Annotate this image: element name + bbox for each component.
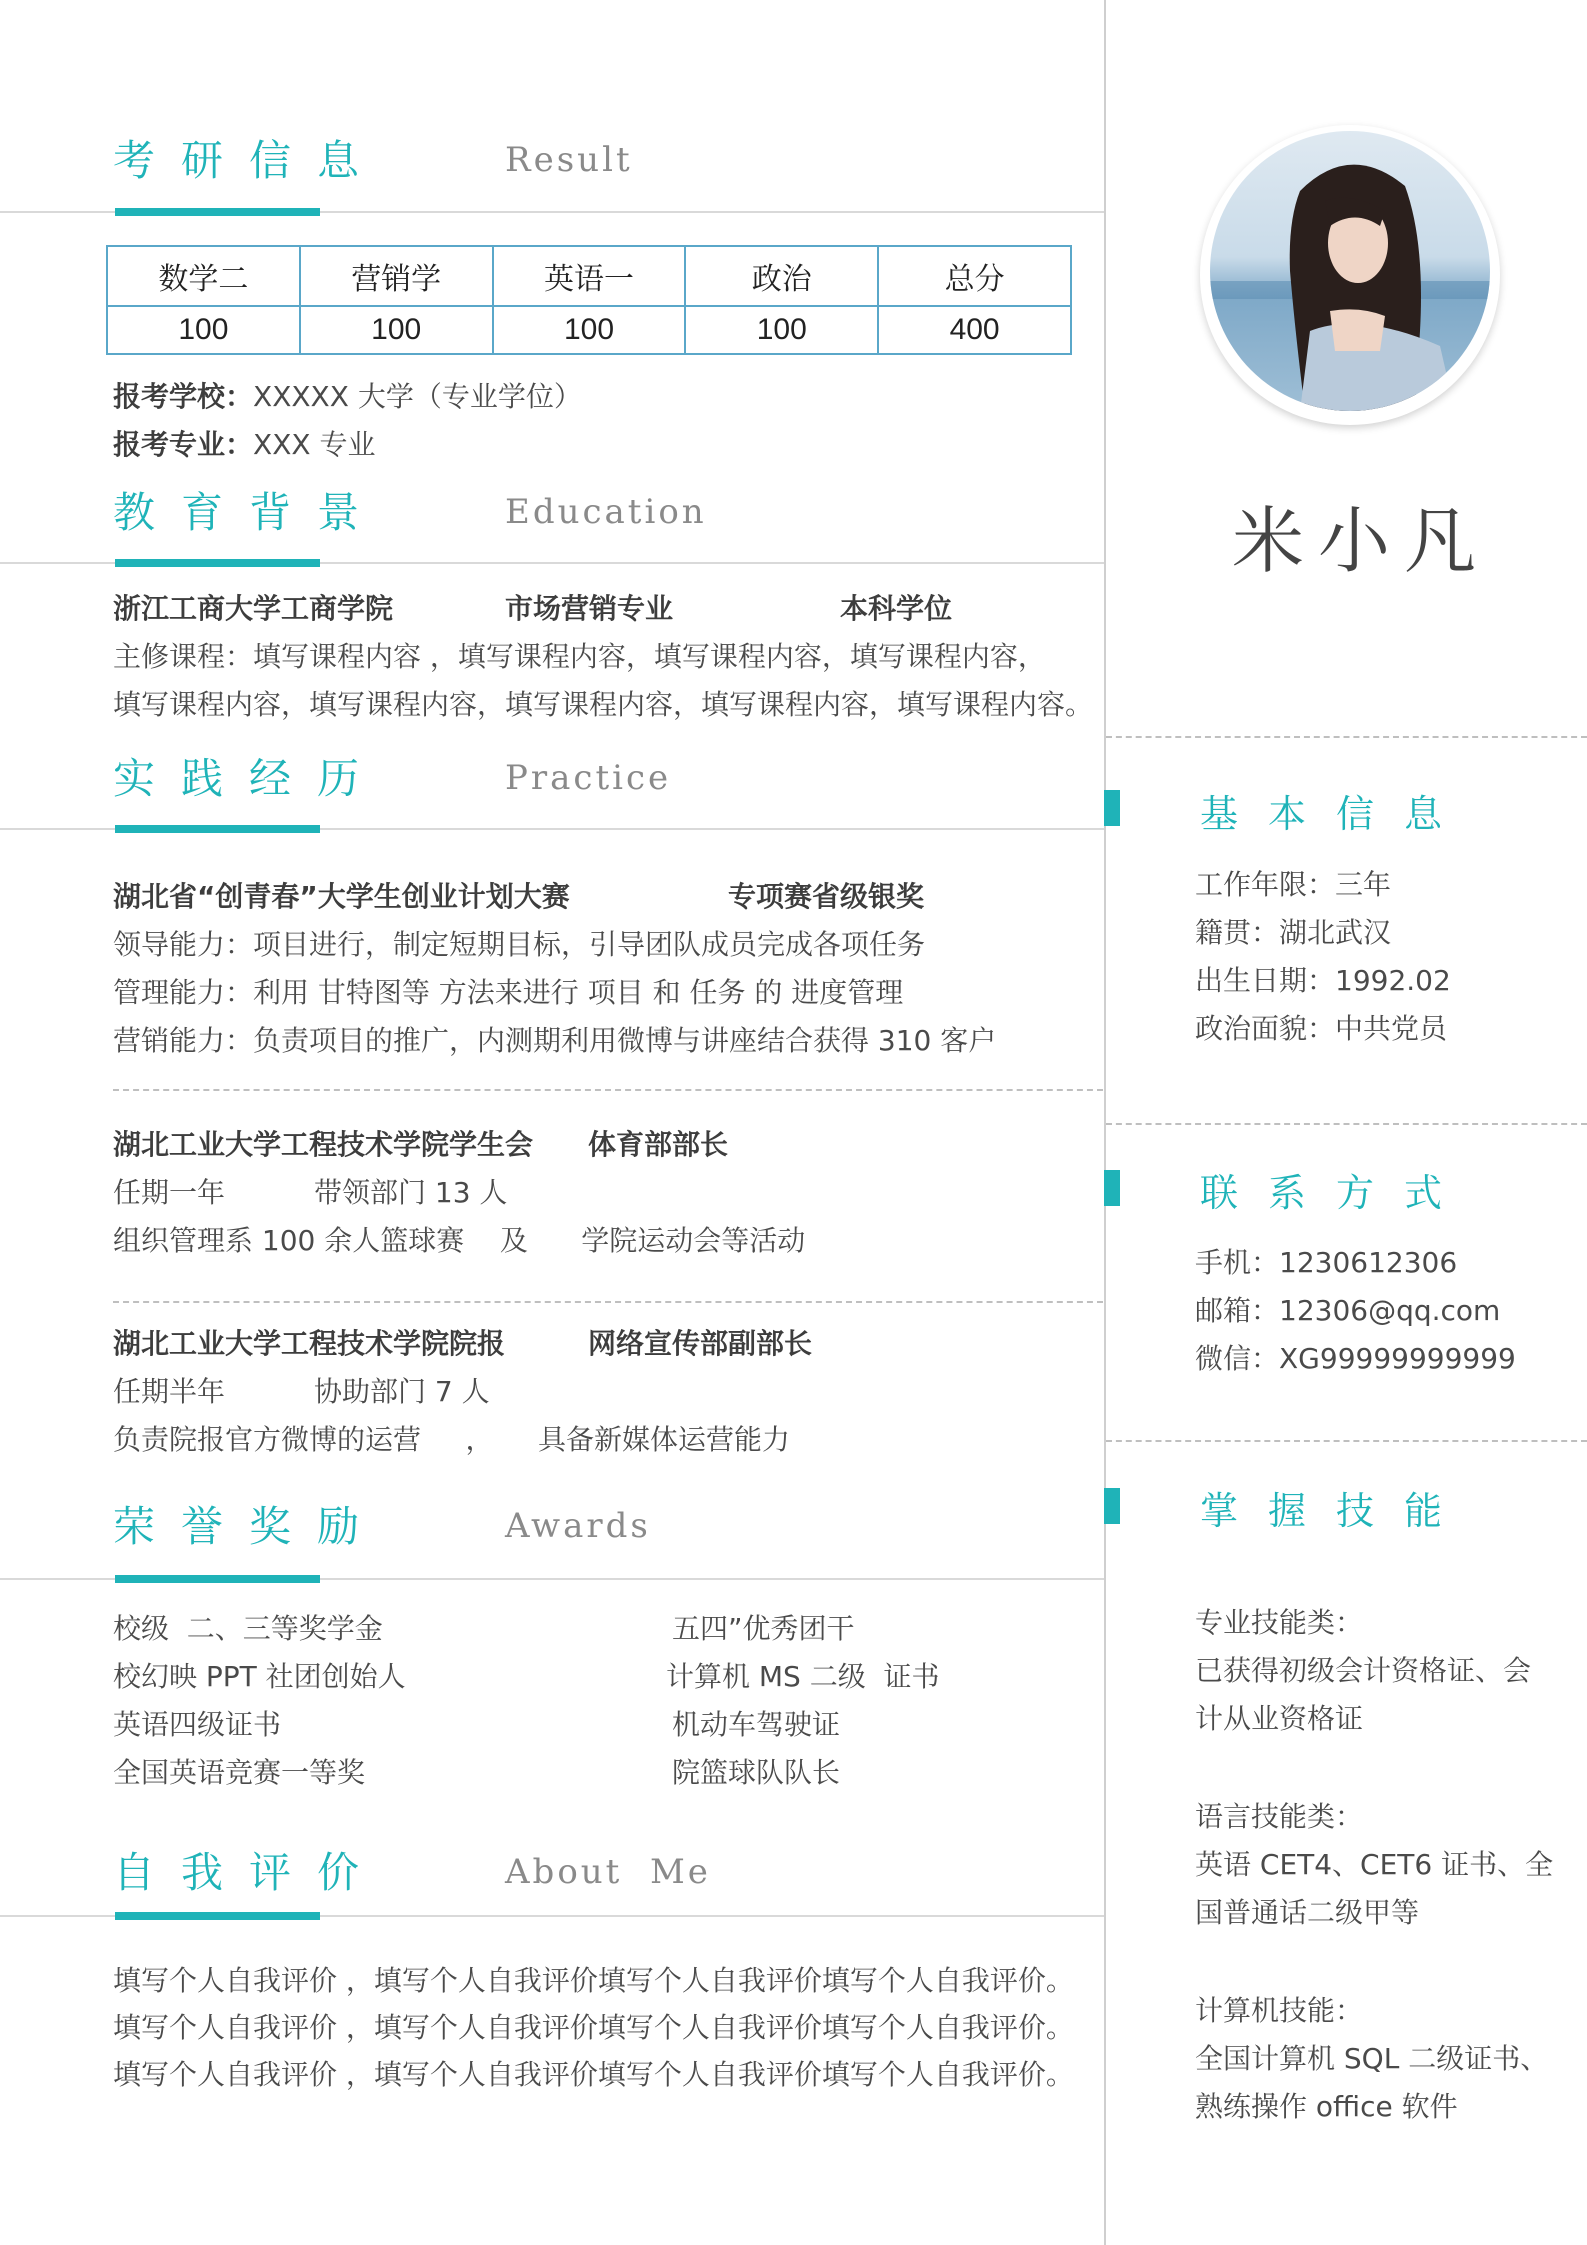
section-title-education: 教育背景 — [113, 488, 386, 537]
practice-line: 组织管理系 100 余人篮球赛 及 学院运动会等活动 — [113, 1224, 806, 1257]
basic-info-line: 籍贯：湖北武汉 — [1195, 916, 1392, 949]
practice-line: 任期半年 协助部门 7 人 — [113, 1375, 490, 1408]
skill-category-label: 语言技能类： — [1195, 1800, 1364, 1833]
target-school-label: 报考学校： — [113, 380, 254, 413]
award-item: 院篮球队队长 — [672, 1756, 841, 1789]
sidebar-title-contact: 联系方式 — [1200, 1171, 1473, 1215]
avatar-photo — [1210, 131, 1490, 411]
score-value-row — [107, 306, 1071, 354]
award-item: 全国英语竞赛一等奖 — [113, 1756, 366, 1789]
sidebar-divider — [1106, 1440, 1587, 1442]
entry-divider — [113, 1089, 1103, 1091]
edu-courses-line: 主修课程：填写课程内容 ，填写课程内容，填写课程内容，填写课程内容， — [113, 640, 1046, 673]
section-title-awards: 荣誉奖励 — [113, 1502, 386, 1551]
target-school — [113, 380, 582, 414]
edu-degree: 本科学位 — [840, 592, 953, 625]
score-value-cell: 100 — [300, 306, 493, 354]
skill-line: 全国计算机 SQL 二级证书、 — [1195, 2042, 1549, 2075]
score-header-cell: 数学二 — [107, 246, 300, 306]
score-header-cell: 英语一 — [493, 246, 686, 306]
score-header-cell: 政治 — [685, 246, 878, 306]
edu-major: 市场营销专业 — [505, 592, 674, 625]
sidebar-title-basic: 基本信息 — [1200, 792, 1473, 836]
score-value-cell: 400 — [878, 306, 1071, 354]
edu-school: 浙江工商大学工商学院 — [113, 592, 394, 625]
score-header-cell: 总分 — [878, 246, 1071, 306]
section-title-about: 自我评价 — [113, 1848, 386, 1897]
practice-line: 负责院报官方微博的运营 ， 具备新媒体运营能力 — [113, 1423, 791, 1456]
section-subtitle-exam: Result — [505, 140, 633, 180]
target-major-value: XXX 专业 — [253, 428, 376, 461]
sidebar-divider — [1106, 1123, 1587, 1125]
practice-org: 湖北工业大学工程技术学院学生会 — [113, 1128, 534, 1161]
sidebar-title-skills: 掌握技能 — [1200, 1489, 1473, 1533]
sidebar-section-marker — [1104, 1488, 1120, 1524]
sidebar-section-marker — [1104, 1170, 1120, 1206]
skill-line: 国普通话二级甲等 — [1195, 1896, 1420, 1929]
skill-line: 计从业资格证 — [1195, 1702, 1364, 1735]
section-title-exam: 考研信息 — [113, 136, 386, 185]
contact-wechat: 微信：XG99999999999 — [1195, 1342, 1516, 1375]
contact-email: 邮箱：12306@qq.com — [1195, 1294, 1501, 1327]
practice-line: 任期一年 带领部门 13 人 — [113, 1176, 508, 1209]
section-accent-bar — [115, 1912, 320, 1920]
edu-courses-line: 填写课程内容，填写课程内容，填写课程内容，填写课程内容，填写课程内容。 — [113, 688, 1094, 721]
skill-line: 熟练操作 office 软件 — [1195, 2090, 1458, 2123]
section-accent-bar — [115, 559, 320, 567]
contact-phone: 手机：1230612306 — [1195, 1246, 1458, 1279]
score-value-cell: 100 — [685, 306, 878, 354]
section-title-practice: 实践经历 — [113, 754, 386, 803]
basic-info-line: 工作年限：三年 — [1195, 868, 1392, 901]
section-accent-bar — [115, 1575, 320, 1583]
award-item: 英语四级证书 — [113, 1708, 282, 1741]
entry-divider — [113, 1301, 1103, 1303]
award-item: 五四”优秀团干 — [672, 1612, 855, 1645]
practice-org: 湖北省“创青春”大学生创业计划大赛 — [113, 880, 570, 913]
section-subtitle-education: Education — [505, 492, 707, 532]
skill-line: 英语 CET4、CET6 证书、全 — [1195, 1848, 1554, 1881]
sidebar-divider — [1106, 736, 1587, 738]
section-subtitle-awards: Awards — [505, 1506, 651, 1546]
score-header-cell: 营销学 — [300, 246, 493, 306]
sidebar-section-marker — [1104, 790, 1120, 826]
award-item: 校级 二、三等奖学金 — [113, 1612, 383, 1645]
section-subtitle-practice: Practice — [505, 758, 672, 798]
practice-role: 专项赛省级银奖 — [728, 880, 925, 913]
award-item: 校幻映 PPT 社团创始人 — [113, 1660, 406, 1693]
practice-line: 营销能力：负责项目的推广，内测期利用微博与讲座结合获得 310 客户 — [113, 1024, 997, 1057]
practice-org: 湖北工业大学工程技术学院院报 — [113, 1327, 506, 1360]
skill-line: 已获得初级会计资格证、会 — [1195, 1654, 1532, 1687]
section-accent-bar — [115, 208, 320, 216]
practice-role: 体育部部长 — [588, 1128, 729, 1161]
target-school-value: XXXXX 大学（专业学位） — [253, 380, 582, 413]
basic-info-line: 政治面貌：中共党员 — [1195, 1012, 1448, 1045]
about-line: 填写个人自我评价 ，填写个人自我评价填写个人自我评价填写个人自我评价。 — [113, 2058, 1074, 2091]
section-subtitle-about: About Me — [505, 1852, 711, 1892]
target-major — [113, 428, 375, 462]
about-line: 填写个人自我评价 ，填写个人自我评价填写个人自我评价填写个人自我评价。 — [113, 1964, 1074, 1997]
target-major-label: 报考专业： — [113, 428, 254, 461]
practice-line: 管理能力：利用 甘特图等 方法来进行 项目 和 任务 的 进度管理 — [113, 976, 904, 1009]
practice-role: 网络宣传部副部长 — [588, 1327, 813, 1360]
score-value-cell: 100 — [493, 306, 686, 354]
basic-info-line: 出生日期：1992.02 — [1195, 964, 1451, 997]
section-accent-bar — [115, 825, 320, 833]
practice-line: 领导能力：项目进行，制定短期目标，引导团队成员完成各项任务 — [113, 928, 926, 961]
score-value-cell: 100 — [107, 306, 300, 354]
about-line: 填写个人自我评价 ，填写个人自我评价填写个人自我评价填写个人自我评价。 — [113, 2011, 1074, 2044]
person-name: 米小凡 — [1232, 499, 1491, 583]
skill-category-label: 计算机技能： — [1195, 1994, 1364, 2027]
award-item: 计算机 MS 二级 证书 — [666, 1660, 940, 1693]
score-header-row — [107, 246, 1071, 306]
skill-category-label: 专业技能类： — [1195, 1606, 1364, 1639]
score-table — [106, 245, 1072, 355]
award-item: 机动车驾驶证 — [672, 1708, 841, 1741]
avatar — [1210, 131, 1490, 411]
